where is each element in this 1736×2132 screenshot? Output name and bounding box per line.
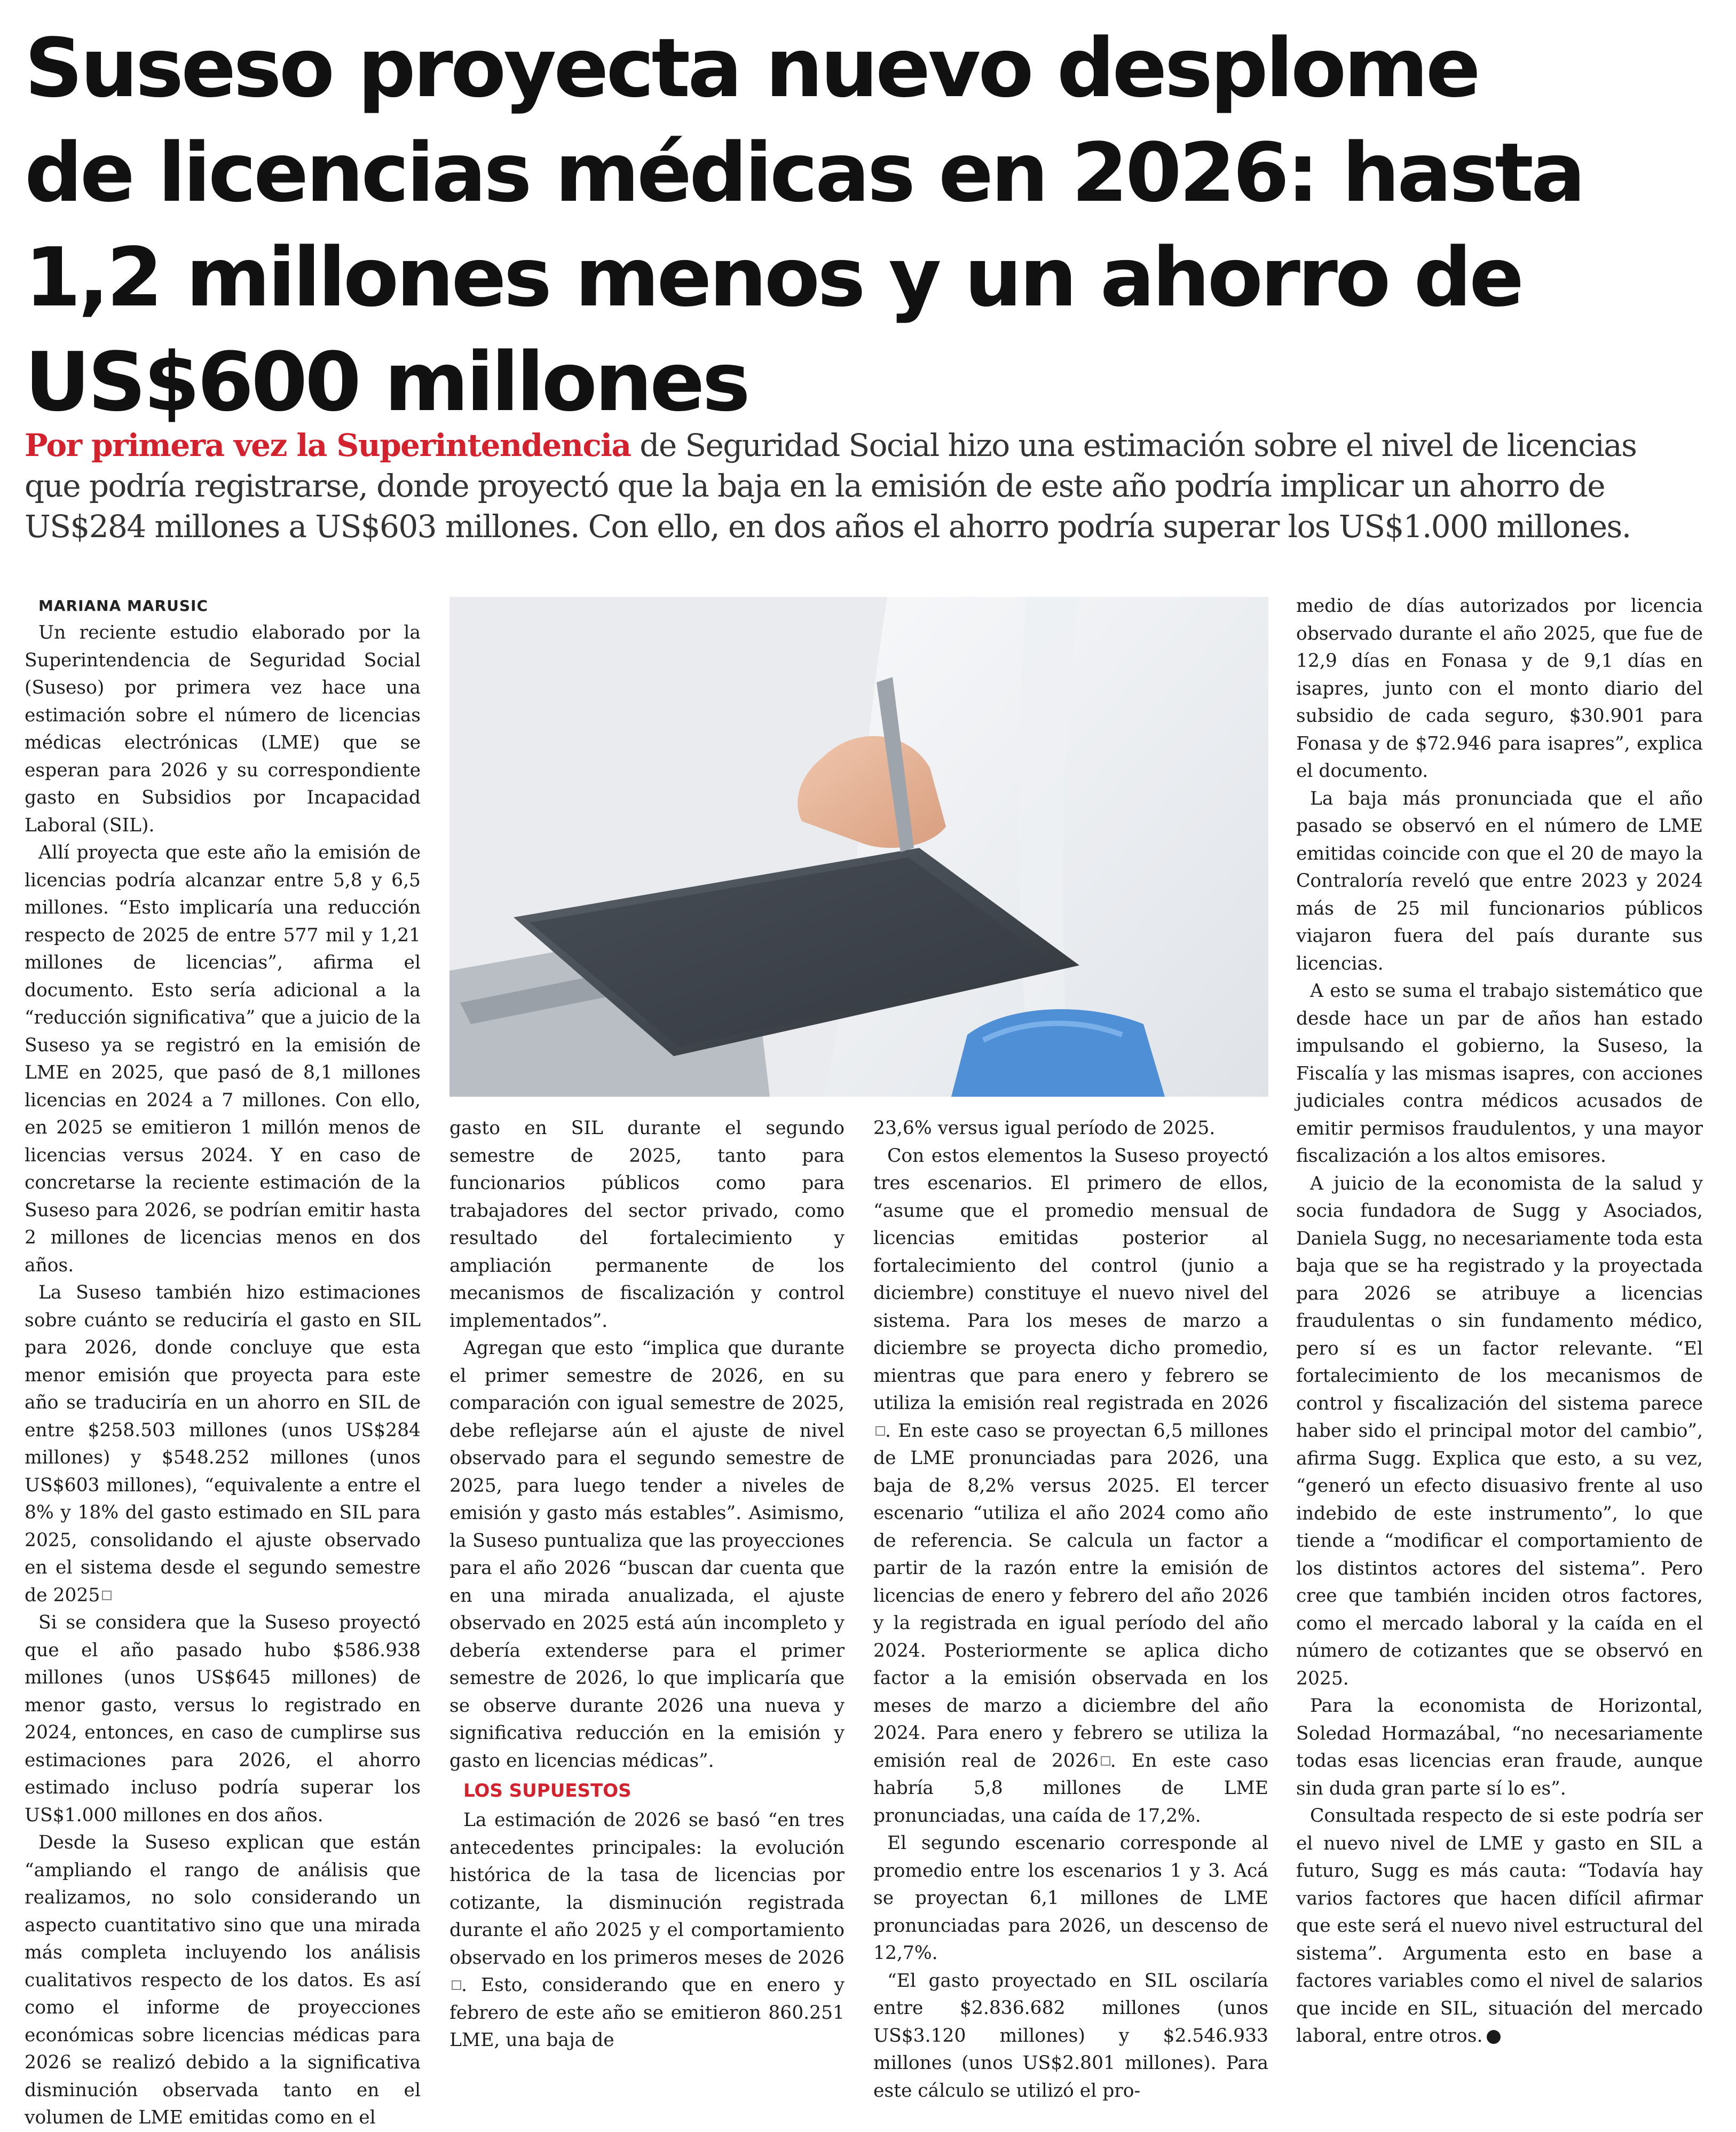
section-subhead: LOS SUPUESTOS xyxy=(463,1780,632,1801)
paragraph-text: La estimación de 2026 se basó “en tres antecedentes principales: la evolución histórica de la tasa de licencias por cotizante, la disminución registrada durante el año 2025 y el comportamiento observado en los primeros meses de 2026 xyxy=(449,1810,845,1969)
paragraph-text: . Esto, considerando que en enero y febrero de este año se emitieron 860.251 LME, una baja de xyxy=(449,1974,845,2051)
article-column-1 xyxy=(25,593,421,2128)
headline-line-3: 1,2 millones menos y un ahorro de xyxy=(25,230,1522,325)
clipboard-photo-icon xyxy=(449,597,1268,1097)
dek-line-2: que podría registrarse, donde proyectó que la baja en la emisión de este año podría implicar un ahorro de xyxy=(25,468,1605,504)
paragraph: A esto se suma el trabajo sistemático que desde hace un par de años han estado impulsando el gobierno, la Suseso, la Fiscalía y las mismas isapres, con acciones judiciales contra médicos acusados de emitir permisos fraudulentos, y una mayor fiscalización a los altos emisores. xyxy=(1296,980,1703,1167)
paragraph: Un reciente estudio elaborado por la Superintendencia de Seguridad Social (Suseso) por primera vez hace una estimación sobre el número de licencias médicas electrónicas (LME) que se esperan para 2026 y su correspondiente gasto en Subsidios por Incapacidad Laboral (SIL). xyxy=(25,622,421,836)
paragraph: Allí proyecta que este año la emisión de licencias podría alcanzar entre 5,8 y 6,5 millones. “Esto implicaría una reducción respecto de 2025 de entre 577 mil y 1,21 millones de licencias”, afirma el documento. Esto sería adicional a la “reducción significativa” que a juicio de la Suseso ya se registró en la emisión de LME en 2025, que pasó de 8,1 millones licencias en 2024 a 7 millones. Con ello, en 2025 se emitieron 1 millón menos de licencias versus 2024. Y en caso de concretarse la reciente estimación de la Suseso para 2026, se podrían emitir hasta 2 millones de licencias menos en dos años. xyxy=(25,842,421,1276)
paragraph-text: Con estos elementos la Suseso proyectó tres escenarios. El primero de ellos, “asume que el promedio mensual de licencias emitidas posterior al fortalecimiento del control (junio a diciembre) constituye el nuevo nivel del sistema. Para los meses de marzo a diciembre se proyecta dicho promedio, mientras que para enero y febrero se utiliza la emisión real registrada en 2026 xyxy=(873,1145,1268,1414)
paragraph: gasto en SIL durante el segundo semestre de 2025, tanto para funcionarios públicos como para trabajadores del sector privado, como resultado del fortalecimiento y ampliación permanente de los mecanismos de fiscalización y control implementados”. xyxy=(449,1118,845,1332)
headline xyxy=(25,16,1711,435)
footnote-square-icon xyxy=(1101,1756,1110,1766)
photo-illustration xyxy=(449,597,1268,1097)
paragraph: El segundo escenario corresponde al promedio entre los escenarios 1 y 3. Acá se proyectan 6,1 millones de LME pronunciadas para 2026, un descenso de 12,7%. xyxy=(873,1832,1268,1964)
paragraph: La baja más pronunciada que el año pasado se observó en el número de LME emitidas coincide con que el 20 de mayo la Contraloría reveló que entre 2023 y 2024 más de 25 mil funcionarios públicos viajaron fuera del país durante sus licencias. xyxy=(1296,788,1703,974)
paragraph: 23,6% versus igual período de 2025. xyxy=(873,1118,1216,1139)
paragraph-text: Consultada respecto de si este podría ser el nuevo nivel de LME y gasto en SIL a futuro, Sugg es más cauta: “Todavía hay varios factores que hacen difícil afirmar que este será el nuevo nivel estructural del sistema”. Argumenta esto en base a factores variables como el nivel de salarios que incide en SIL, situación del mercado laboral, entre otros. xyxy=(1296,1805,1703,2047)
paragraph xyxy=(873,1143,1268,1830)
dek-line-3: US$284 millones a US$603 millones. Con ello, en dos años el ahorro podría superar los US$1.000 millones. xyxy=(25,508,1631,545)
paragraph xyxy=(449,1807,845,2055)
byline: MARIANA MARUSIC xyxy=(38,597,208,615)
paragraph: Agregan que esto “implica que durante el primer semestre de 2026, en su comparación con igual semestre de 2025, debe reflejarse aún el ajuste de nivel observado para el segundo semestre de 2025, para luego tender a niveles de emisión y gasto más estables”. Asimismo, la Suseso puntualiza que las proyecciones para el año 2026 “buscan dar cuenta que en una mirada anualizada, el ajuste observado en 2025 está aún incompleto y debería extenderse para el primer semestre de 2026, lo que implicaría que se observe durante 2026 una nueva y significativa reducción en la emisión y gasto en licencias médicas”. xyxy=(449,1338,845,1772)
headline-line-1: Suseso proyecta nuevo desplome xyxy=(25,21,1478,115)
headline-line-2: de licencias médicas en 2026: hasta xyxy=(25,125,1583,220)
dek-line-1 xyxy=(25,425,1717,466)
dek-lead: Por primera vez la Superintendencia xyxy=(25,427,631,463)
paragraph: medio de días autorizados por licencia observado durante el año 2025, que fue de 12,9 días en Fonasa y de 9,1 días en isapres, junto con el monto diario del subsidio de cada seguro, $30.901 para Fonasa y de $72.946 para isapres”, explica el documento. xyxy=(1296,595,1703,782)
footnote-square-icon xyxy=(102,1591,112,1600)
footnote-square-icon xyxy=(875,1426,885,1436)
dek xyxy=(25,425,1717,547)
paragraph xyxy=(25,1279,421,1609)
paragraph-text: . En este caso habría 5,8 millones de LME pronunciadas, una caída de 17,2%. xyxy=(873,1750,1268,1827)
paragraph-text: La Suseso también hizo estimaciones sobre cuánto se reduciría el gasto en SIL para 2026, donde concluye que esta menor emisión que proyecta para este año se traduciría en un ahorro en SIL de entre $258.503 millones (unos US$284 millones) y $548.252 millones (unos US$603 millones), “equivalente a entre el 8% y 18% del gasto estimado en SIL para 2025, consolidando el ajuste observado en el sistema desde el segundo semestre de 2025 xyxy=(25,1282,421,1606)
paragraph-text: . En este caso se proyectan 6,5 millones de LME pronunciadas para 2026, una baja de 8,2% versus 2025. El tercer escenario “utiliza el año 2024 como año de referencia. Se calcula un factor a partir de la razón entre la emisión de licencias de enero y febrero del año 2026 y la registrada en igual período del año 2024. Posteriormente se aplica dicho factor a la emisión observada en los meses de marzo a diciembre del año 2024. Para enero y febrero se utiliza la emisión real de 2026 xyxy=(873,1420,1268,1772)
paragraph xyxy=(1296,1803,1703,2050)
article-column-4 xyxy=(1296,593,1703,2047)
article-column-2 xyxy=(449,1115,845,2051)
paragraph: Desde la Suseso explican que están “ampliando el rango de análisis que realizamos, no solo considerando un aspecto cuantitativo sino que una mirada más completa incluyendo los análisis cualitativos respecto de los datos. Es así como el informe de proyecciones económicas sobre licencias médicas para 2026 se realizó debido a la significativa disminución observada tanto en el volumen de LME emitidas como en el xyxy=(25,1832,421,2128)
article-column-3 xyxy=(873,1115,1268,2102)
dek-line-1-rest: de Seguridad Social hizo una estimación sobre el nivel de licencias xyxy=(630,427,1637,463)
paragraph: A juicio de la economista de la salud y socia fundadora de Sugg y Asociados, Daniela Sugg, no necesariamente toda esta baja que se ha registrado y la proyectada para 2026 se atribuye a licencias fraudulentas o sin fundamento médico, pero sí es un factor relevante. “El fortalecimiento de los mecanismos de control y fiscalización del sistema parece haber sido el principal motor del cambio”, afirma Sugg. Explica que esto, a su vez, “generó un efecto disuasivo frente al uso indebido de este instrumento”, lo que tiende a “modificar el comportamiento de los distintos actores del sistema”. Pero cree que también inciden otros factores, como el mercado laboral y la caída en el número de cotizantes que se observó en 2025. xyxy=(1296,1173,1703,1689)
paragraph: Para la economista de Horizontal, Soledad Hormazábal, “no necesariamente todas esas licencias eran fraude, aunque sin duda gran parte sí lo es”. xyxy=(1296,1695,1703,1799)
end-mark-icon xyxy=(1487,2030,1501,2044)
paragraph: “El gasto proyectado en SIL oscilaría entre $2.836.682 millones (unos US$3.120 millones) y $2.546.933 millones (unos US$2.801 millones). Para este cálculo se utilizó el pro- xyxy=(873,1970,1268,2102)
paragraph: Si se considera que la Suseso proyectó que el año pasado hubo $586.938 millones (unos US$645 millones) de menor gasto, versus lo registrado en 2024, entonces, en caso de cumplirse sus estimaciones para 2026, el ahorro estimado incluso podría superar los US$1.000 millones en dos años. xyxy=(25,1612,421,1826)
footnote-square-icon xyxy=(452,1980,461,1990)
headline-line-4: US$600 millones xyxy=(25,335,748,429)
